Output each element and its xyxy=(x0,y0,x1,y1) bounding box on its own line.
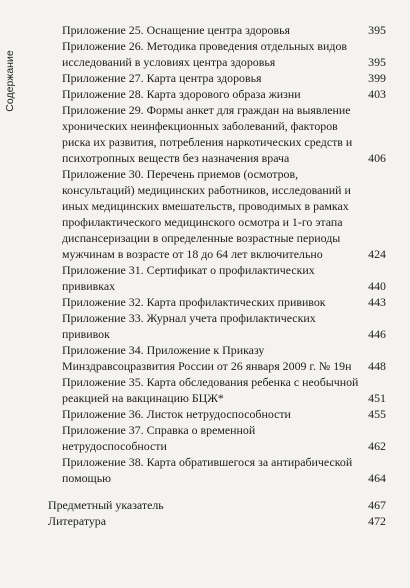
toc-entry[interactable] xyxy=(48,38,386,70)
toc-entry-title: Приложение 27. Карта центра здоровья xyxy=(62,71,262,85)
section-gap xyxy=(48,486,386,497)
toc-entry-page: 472 xyxy=(368,514,386,528)
toc-entry-title: Приложение 32. Карта профилактических прививок xyxy=(62,295,326,309)
toc-entry-title: Приложение 36. Листок нетрудоспособности xyxy=(62,407,291,421)
toc-entry[interactable] xyxy=(48,310,386,342)
toc-entry-title: Приложение 35. Карта обследования ребенка с необычной реакцией на вакцинацию БЦЖ* xyxy=(62,375,359,405)
toc-entry[interactable] xyxy=(48,406,386,422)
toc-entry-page: 455 xyxy=(368,407,386,421)
toc-entry-title: Литература xyxy=(48,514,107,528)
toc-entry[interactable] xyxy=(48,70,386,86)
toc-entry-page: 467 xyxy=(368,498,386,512)
toc-entry-page: 446 xyxy=(368,327,386,341)
table-of-contents xyxy=(48,22,386,529)
toc-entry-title: Приложение 37. Справка о временной нетрудоспособности xyxy=(62,423,256,453)
toc-entry-page: 448 xyxy=(368,359,386,373)
running-head-text: Содержание xyxy=(4,50,16,112)
toc-entry-page: 395 xyxy=(368,23,386,37)
toc-entry[interactable] xyxy=(48,294,386,310)
toc-entry-page: 464 xyxy=(368,471,386,485)
running-head-vertical xyxy=(2,36,18,126)
toc-entry-title: Приложение 29. Формы анкет для граждан на выявление хронических неинфекционных заболеваний, факторов риска их развития, потребления наркотических средств и психотропных веществ без назначения врача xyxy=(62,103,353,165)
toc-entry[interactable] xyxy=(48,86,386,102)
toc-entry-page: 395 xyxy=(368,55,386,69)
toc-entry-page: 440 xyxy=(368,279,386,293)
toc-entry-title: Приложение 25. Оснащение центра здоровья xyxy=(62,23,290,37)
toc-entry[interactable] xyxy=(48,22,386,38)
toc-entry[interactable] xyxy=(48,262,386,294)
toc-entry-page: 399 xyxy=(368,71,386,85)
toc-entry-page: 462 xyxy=(368,439,386,453)
toc-entry-title: Приложение 33. Журнал учета профилактических прививок xyxy=(62,311,316,341)
toc-entry[interactable] xyxy=(48,166,386,262)
toc-entry[interactable] xyxy=(48,454,386,486)
toc-entry-page: 451 xyxy=(368,391,386,405)
toc-entry-page: 424 xyxy=(368,247,386,261)
toc-entry[interactable] xyxy=(48,342,386,374)
toc-entry[interactable] xyxy=(48,102,386,166)
toc-entry-page: 406 xyxy=(368,151,386,165)
toc-entry-title: Приложение 34. Приложение к Приказу Минздравсоцразвития России от 26 января 2009 г. № 19н xyxy=(62,343,352,373)
toc-entry-title: Приложение 38. Карта обратившегося за антирабической помощью xyxy=(62,455,353,485)
toc-entry-page: 443 xyxy=(368,295,386,309)
toc-entry-title: Приложение 30. Перечень приемов (осмотров, консультаций) медицинских работников, исследований и иных медицинских вмешательств, проводимых в рамках профилактического медицинского осмотра и 1-го этапа диспансеризации в определенные возрастные периоды мужчинам в возрасте от 18 до 64 лет включительно xyxy=(62,167,351,261)
toc-entry-page: 403 xyxy=(368,87,386,101)
toc-entry-title: Приложение 26. Методика проведения отдельных видов исследований в условиях центра здоровья xyxy=(62,39,348,69)
toc-entry-literature[interactable] xyxy=(48,513,386,529)
toc-entry-title: Приложение 31. Сертификат о профилактических прививках xyxy=(62,263,315,293)
toc-entry-index[interactable] xyxy=(48,497,386,513)
toc-entry[interactable] xyxy=(48,374,386,406)
toc-entry-title: Предметный указатель xyxy=(48,498,164,512)
toc-entry[interactable] xyxy=(48,422,386,454)
toc-entry-title: Приложение 28. Карта здорового образа жизни xyxy=(62,87,301,101)
